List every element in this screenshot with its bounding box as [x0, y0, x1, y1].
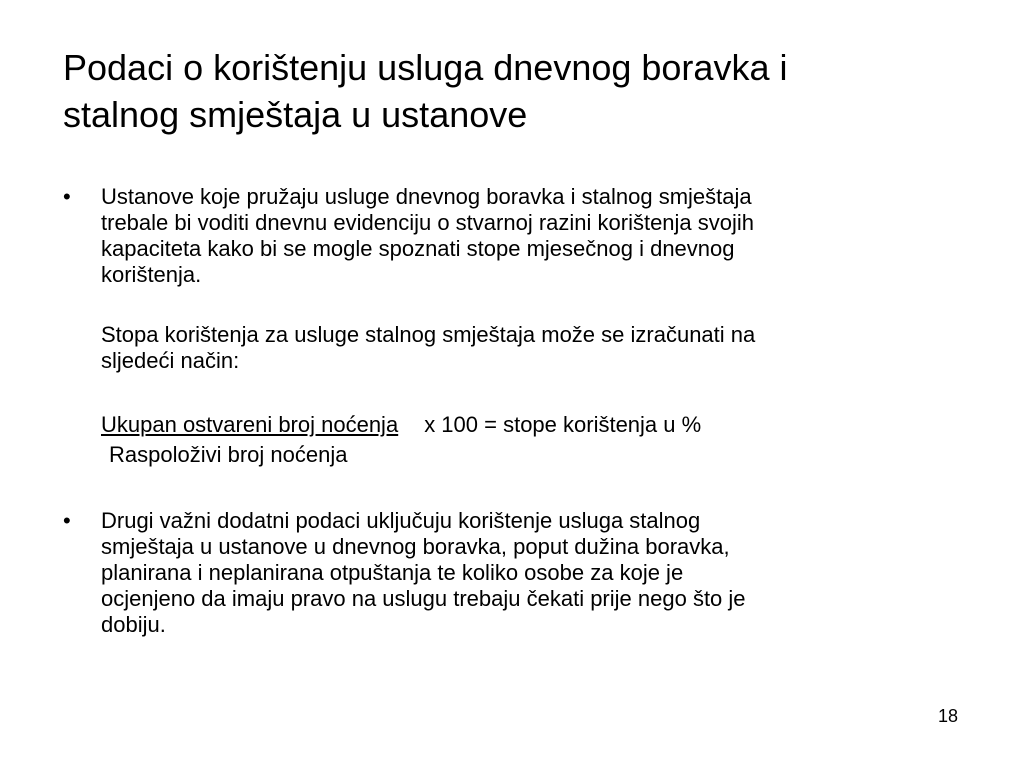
formula-bottom-row [101, 438, 963, 468]
bullet-text-line: trebale bi voditi dnevnu evidenciju o stvarnoj razini korištenja svojih [101, 210, 755, 235]
bullet-item [63, 508, 963, 638]
formula-top-row [101, 412, 963, 438]
paragraph-line: sljedeći način: [101, 348, 240, 373]
rate-paragraph [63, 322, 963, 374]
formula-multiplier: x 100 = stope korištenja u % [424, 412, 702, 437]
bullet-text-line: ocjenjeno da imaju pravo na uslugu trebaju čekati prije nego što je [101, 586, 746, 611]
bullet-text-line: smještaja u ustanove u dnevnog boravka, poput dužina boravka, [101, 534, 730, 559]
bullet-text-line: kapaciteta kako bi se mogle spoznati stope mjesečnog i dnevnog [101, 236, 735, 261]
title-line: stalnog smještaja u ustanove [63, 94, 528, 135]
bullet-text-line: Drugi važni dodatni podaci uključuju korištenje usluga stalnog [101, 508, 701, 533]
title-line: Podaci o korištenju usluga dnevnog boravka i [63, 47, 788, 88]
slide-body [63, 184, 963, 638]
bullet-icon: • [63, 184, 71, 209]
bullet-icon: • [63, 508, 71, 533]
bullet-text-line: korištenja. [101, 262, 202, 287]
formula-numerator: Ukupan ostvareni broj noćenja [101, 412, 399, 437]
bullet-text-line: Ustanove koje pružaju usluge dnevnog boravka i stalnog smještaja [101, 184, 752, 209]
bullet-text-line: planirana i neplanirana otpuštanja te koliko osobe za koje je [101, 560, 684, 585]
slide-title [63, 44, 963, 138]
formula-denominator: Raspoloživi broj noćenja [109, 442, 348, 467]
bullet-item [63, 184, 963, 288]
paragraph-line: Stopa korištenja za usluge stalnog smještaja može se izračunati na [101, 322, 756, 347]
rate-formula [63, 412, 963, 468]
page-number: 18 [938, 706, 959, 726]
bullet-text-line: dobiju. [101, 612, 166, 637]
